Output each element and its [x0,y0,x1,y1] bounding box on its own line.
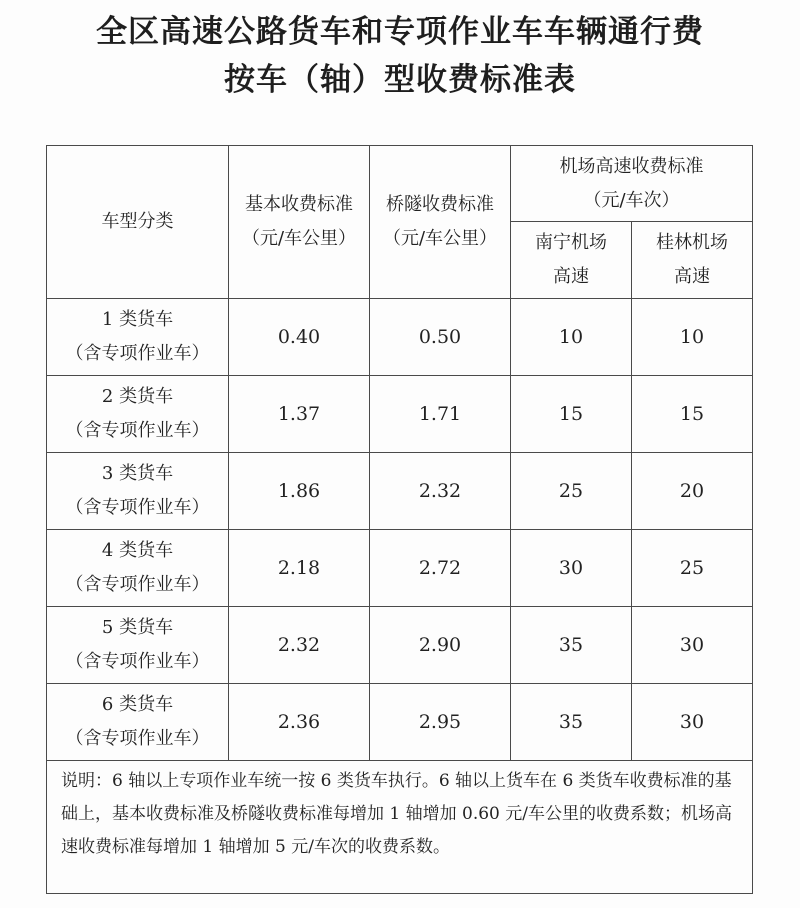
cell-guilin-fee: 10 [632,299,753,376]
cell-nanning-fee: 25 [511,453,632,530]
header-guilin-airport: 桂林机场 高速 [632,222,753,299]
cell-basic-fee: 1.37 [229,376,370,453]
cell-vehicle-class [47,453,229,530]
cell-vehicle-class [47,299,229,376]
cell-guilin-fee: 30 [632,684,753,761]
cell-guilin-fee: 25 [632,530,753,607]
cell-guilin-fee: 15 [632,376,753,453]
vehicle-class-label: 3 类货车 [101,463,174,484]
header-vehicle-type: 车型分类 [47,146,229,299]
cell-basic-fee: 2.36 [229,684,370,761]
note-row [47,761,753,894]
cell-bridge-fee: 2.32 [370,453,511,530]
vehicle-class-label: 2 类货车 [101,386,174,407]
header-bridge-fee: 桥隧收费标准 （元/车公里） [370,146,511,299]
cell-nanning-fee: 35 [511,684,632,761]
vehicle-class-sub: （含专项作业车） [65,574,210,595]
vehicle-class-sub: （含专项作业车） [65,497,210,518]
table-row [47,376,753,453]
table-note: 说明：6 轴以上专项作业车统一按 6 类货车执行。6 轴以上货车在 6 类货车收费标准的基础上，基本收费标准及桥隧收费标准每增加 1 轴增加 0.60 元/车公里的收费系数；机场高速收费标准每增加 1 轴增加 5 元/车次的收费系数。 [47,761,753,894]
cell-vehicle-class [47,607,229,684]
cell-guilin-fee: 30 [632,607,753,684]
cell-guilin-fee: 20 [632,453,753,530]
cell-basic-fee: 1.86 [229,453,370,530]
vehicle-class-sub: （含专项作业车） [65,343,210,364]
cell-vehicle-class [47,376,229,453]
cell-bridge-fee: 2.72 [370,530,511,607]
table-row [47,453,753,530]
vehicle-class-sub: （含专项作业车） [65,728,210,749]
table-row [47,299,753,376]
cell-nanning-fee: 10 [511,299,632,376]
cell-nanning-fee: 15 [511,376,632,453]
vehicle-class-label: 4 类货车 [101,540,174,561]
header-airport-fee: 机场高速收费标准 （元/车次） [511,146,753,222]
vehicle-class-label: 6 类货车 [101,694,174,715]
header-basic-fee: 基本收费标准 （元/车公里） [229,146,370,299]
vehicle-class-sub: （含专项作业车） [65,420,210,441]
table-row [47,684,753,761]
cell-vehicle-class [47,684,229,761]
document-title-line1: 全区高速公路货车和专项作业车车辆通行费 [96,14,704,50]
vehicle-class-label: 5 类货车 [101,617,174,638]
cell-bridge-fee: 0.50 [370,299,511,376]
cell-nanning-fee: 35 [511,607,632,684]
cell-basic-fee: 2.18 [229,530,370,607]
cell-bridge-fee: 1.71 [370,376,511,453]
cell-basic-fee: 2.32 [229,607,370,684]
cell-bridge-fee: 2.90 [370,607,511,684]
table-row [47,607,753,684]
table-row [47,530,753,607]
vehicle-class-label: 1 类货车 [101,309,174,330]
cell-basic-fee: 0.40 [229,299,370,376]
cell-bridge-fee: 2.95 [370,684,511,761]
table-header-row [47,146,753,222]
fee-standard-table [46,145,753,894]
cell-vehicle-class [47,530,229,607]
header-nanning-airport: 南宁机场 高速 [511,222,632,299]
document-title-line2: 按车（轴）型收费标准表 [224,62,576,98]
cell-nanning-fee: 30 [511,530,632,607]
vehicle-class-sub: （含专项作业车） [65,651,210,672]
